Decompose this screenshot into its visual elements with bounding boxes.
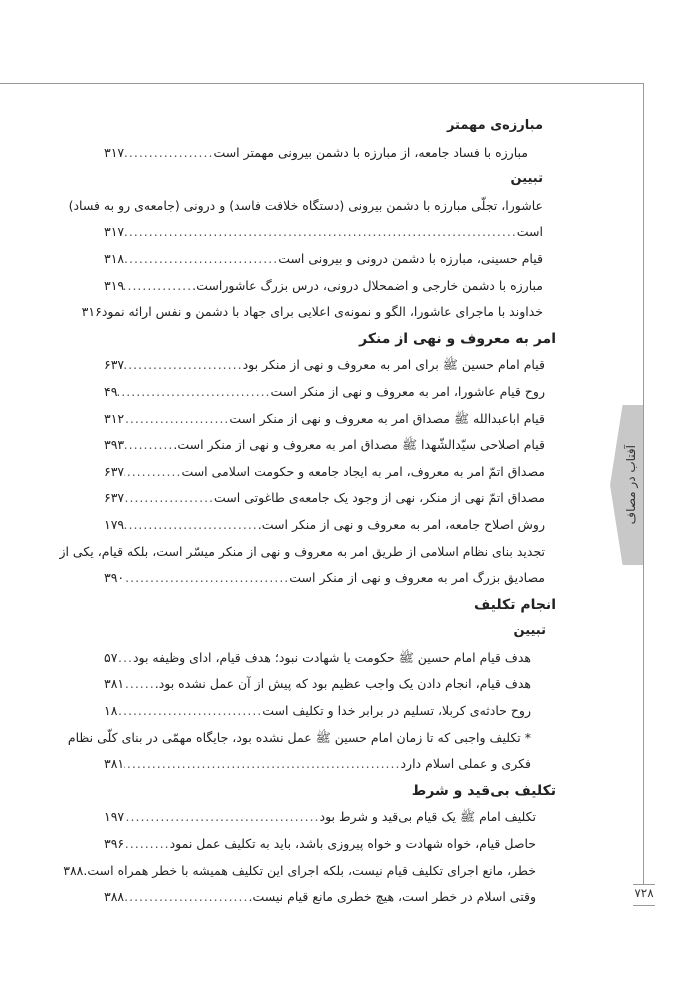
index-entry xyxy=(59,539,556,566)
page-reference: ۳۱۷ xyxy=(104,224,125,240)
index-entry xyxy=(104,459,556,486)
page-reference: ۱۹۷ xyxy=(104,809,125,825)
index-entry xyxy=(104,512,556,539)
page-reference: ۳۱۸ xyxy=(104,250,125,266)
page-reference: ۳۹۳ xyxy=(104,437,125,453)
subsection-heading xyxy=(104,113,556,140)
dot-leader xyxy=(124,884,248,911)
entry-text: عاشورا، تجلّی مبارزه با دشمن بیرونی (دستگاه خلافت فاسد) و درونی (جامعه‌ی رو به فساد) xyxy=(68,197,543,213)
entry-text: مصداق اتمّ امر به معروف، امر به ایجاد جامعه و حکومت اسلامی است xyxy=(181,463,545,479)
entry-text: مصداق اتمّ نهی از منکر، نهی از وجود یک جامعه‌ی طاغوتی است xyxy=(214,490,545,506)
page-number: ۷۲۸ xyxy=(634,886,654,900)
dot-leader xyxy=(124,406,229,433)
entry-text: خطر، مانع اجرای تکلیف قیام نیست، بلکه اجرای این تکلیف همیشه با خطر همراه است. xyxy=(83,862,536,878)
entry-text: تکلیف بی‌قید و شرط xyxy=(411,782,556,799)
index-entry xyxy=(104,273,556,300)
section-heading xyxy=(104,778,556,805)
running-title xyxy=(614,405,647,565)
entry-text: حاصل قیام، خواه شهادت و خواه پیروزی باشد، باید به تکلیف عمل نمود xyxy=(169,836,536,852)
index-entry xyxy=(104,804,556,831)
page-reference: ۳۸۸ xyxy=(104,889,125,905)
entry-text: مبارزه با دشمن خارجی و اضمحلال درونی، درس بزرگ عاشوراست. xyxy=(192,277,543,293)
folio-rule-top xyxy=(633,884,655,885)
index-entry xyxy=(63,858,556,885)
index-entry xyxy=(104,565,556,592)
entry-text: قیام اصلاحی سیّدالشّهدا ﷺ مصداق امر به معروف و نهی از منکر است. xyxy=(173,437,545,453)
index-entry xyxy=(104,379,556,406)
dot-leader xyxy=(124,831,169,858)
top-rule xyxy=(0,83,643,84)
index-entry xyxy=(104,219,556,246)
dot-leader xyxy=(117,645,133,672)
dot-leader xyxy=(124,219,517,246)
entry-text: * تکلیف واجبی که تا زمان امام حسین ﷺ عمل نشده بود، جایگاه مهمّی در بنای کلّی نظام xyxy=(67,729,531,745)
dot-leader xyxy=(124,751,400,778)
page-reference: ۳۱۷ xyxy=(104,144,125,160)
page-reference: ۶۳۷ xyxy=(104,490,125,506)
index-entry xyxy=(104,352,556,379)
entry-text: وقتی اسلام در خطر است، هیچ خطری مانع قیام نیست. xyxy=(248,889,536,905)
folio-rule-bottom xyxy=(633,905,655,906)
page-reference: ۳۹۰ xyxy=(104,570,125,586)
index-entry xyxy=(104,485,556,512)
dot-leader xyxy=(124,459,181,486)
page-reference: ۵۷ xyxy=(104,649,118,665)
dot-leader xyxy=(124,352,242,379)
dot-leader xyxy=(124,512,258,539)
entry-text: روح حادثه‌ی کربلا، تسلیم در برابر خدا و تکلیف است xyxy=(262,703,531,719)
dot-leader xyxy=(124,804,319,831)
index-entry xyxy=(104,831,556,858)
page-reference: ۴۹ xyxy=(104,383,118,399)
entry-text: قیام اباعبدالله ﷺ مصداق امر به معروف و نهی از منکر است xyxy=(229,410,545,426)
index-entry xyxy=(104,246,556,273)
dot-leader xyxy=(124,671,155,698)
index-entry xyxy=(104,432,556,459)
dot-leader xyxy=(117,379,270,406)
dot-leader xyxy=(124,140,213,167)
section-heading xyxy=(104,592,556,619)
page-reference: ۳۱۶ xyxy=(81,304,102,320)
dot-leader xyxy=(117,698,262,725)
entry-text: مبارزه‌ی مهمتر xyxy=(446,118,543,133)
entry-text: انجام تکلیف xyxy=(473,596,556,613)
index-entry xyxy=(104,645,556,672)
dot-leader xyxy=(124,565,289,592)
entry-text: مبارزه با فساد جامعه، از مبارزه با دشمن بیرونی مهمتر است xyxy=(213,144,528,160)
page-reference: ۶۳۷ xyxy=(104,357,125,373)
subsection-heading xyxy=(104,166,556,193)
entry-text: تجدید بنای نظام اسلامی از طریق امر به معروف و نهی از منکر میسّر است، بلکه قیام، یکی از xyxy=(59,543,545,559)
dot-leader xyxy=(124,273,192,300)
dot-leader xyxy=(124,246,278,273)
page-reference: ۳۸۱ xyxy=(104,756,125,772)
dot-leader xyxy=(124,485,214,512)
index-entry xyxy=(104,884,556,911)
index-entry xyxy=(104,671,556,698)
entry-text: فکری و عملی اسلام دارد xyxy=(400,756,531,772)
index-entry xyxy=(67,725,556,752)
running-title-text: آفتاب در مصاف xyxy=(623,445,638,525)
index-entry xyxy=(104,698,556,725)
page-reference: ۱۷۹ xyxy=(104,516,125,532)
page-reference: ۳۱۲ xyxy=(104,410,125,426)
page-reference: ۱۸ xyxy=(104,703,118,719)
index-entry xyxy=(104,751,556,778)
index-entry xyxy=(81,299,556,326)
page-reference: ۳۱۹ xyxy=(104,277,125,293)
index-entry xyxy=(68,193,556,220)
entry-text: تبیین xyxy=(510,171,543,187)
page-reference: ۳۸۸ xyxy=(63,862,84,878)
entry-text: است xyxy=(516,224,543,240)
entry-text: امر به معروف و نهی از منکر xyxy=(359,330,556,347)
index-list xyxy=(59,113,556,911)
entry-text: روح قیام عاشورا، امر به معروف و نهی از منکر است xyxy=(270,383,545,399)
index-entry xyxy=(104,406,556,433)
entry-text: مصادیق بزرگ امر به معروف و نهی از منکر است xyxy=(289,570,545,586)
dot-leader xyxy=(124,432,173,459)
entry-text: خداوند با ماجرای عاشورا، الگو و نمونه‌ی اعلایی برای جهاد با دشمن و نفس ارائه نمود xyxy=(101,304,543,320)
entry-text: روش اصلاح جامعه، امر به معروف و نهی از منکر است. xyxy=(257,516,545,532)
entry-text: تکلیف امام ﷺ یک قیام بی‌قید و شرط بود xyxy=(319,809,536,825)
page-reference: ۶۳۷ xyxy=(104,463,125,479)
entry-text: تبیین xyxy=(513,623,546,639)
entry-text: قیام امام حسین ﷺ برای امر به معروف و نهی از منکر بود xyxy=(242,357,545,373)
page-reference: ۳۹۶ xyxy=(104,836,125,852)
subsection-heading xyxy=(104,618,556,645)
index-entry xyxy=(104,140,556,167)
page-reference: ۳۸۱ xyxy=(104,676,125,692)
entry-text: هدف قیام، انجام دادن یک واجب عظیم بود که پیش از آن عمل نشده بود. xyxy=(154,676,531,692)
section-heading xyxy=(104,326,556,353)
entry-text: قیام حسینی، مبارزه با دشمن درونی و بیرونی است xyxy=(278,250,543,266)
entry-text: هدف قیام امام حسین ﷺ حکومت یا شهادت نبود؛ هدف قیام، ادای وظیفه بود xyxy=(132,649,531,665)
